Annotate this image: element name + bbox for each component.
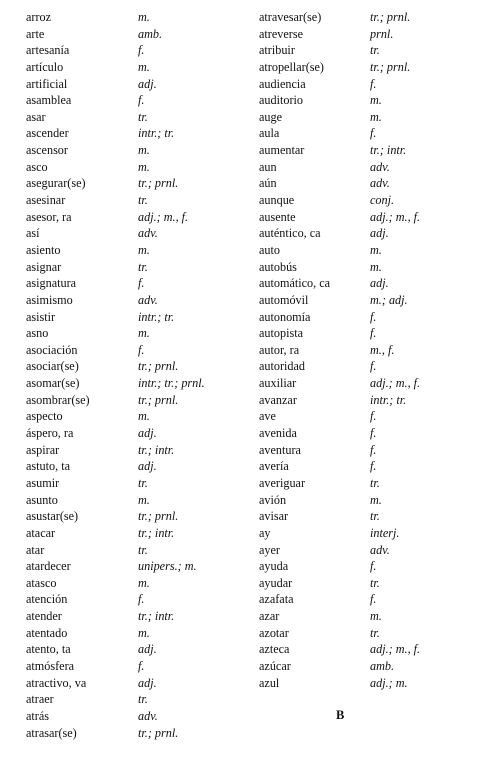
entry-grammar-category: f. [138, 658, 145, 673]
entry-word: automático, ca [259, 276, 331, 291]
entry-word: atraer [26, 692, 54, 707]
entry-grammar-category: tr.; prnl. [138, 392, 179, 407]
entry-word: artesanía [26, 43, 70, 58]
entry-word: atmósfera [26, 658, 75, 673]
entry-word: asustar(se) [26, 509, 79, 524]
entry-grammar-category: f. [138, 93, 145, 108]
entry-grammar-category: adj. [138, 675, 157, 690]
entry-grammar-category: adv. [370, 159, 390, 174]
entry-word: avenida [259, 426, 297, 441]
entry-word: asesinar [26, 193, 66, 208]
entry-word: asimismo [26, 292, 73, 307]
entry-grammar-category: intr.; tr. [138, 309, 175, 324]
entry-grammar-category: tr.; prnl. [138, 359, 179, 374]
entry-word: asociar(se) [26, 359, 79, 374]
entry-word: asco [26, 159, 48, 174]
entry-word: arroz [26, 10, 52, 24]
entry-word: atender [26, 609, 62, 624]
entry-grammar-category: interj. [370, 525, 400, 540]
entry-grammar-category: f. [370, 442, 377, 457]
entry-word: asar [26, 109, 46, 124]
entry-word: atención [26, 592, 68, 607]
entry-word: aunque [259, 193, 295, 208]
entry-grammar-category: m. [138, 492, 150, 507]
entry-grammar-category: adj. [138, 76, 157, 91]
entry-word: auténtico, ca [259, 226, 321, 241]
entry-grammar-category: tr.; prnl. [138, 725, 179, 740]
entry-grammar-category: amb. [138, 26, 163, 41]
entry-grammar-category: tr. [370, 625, 380, 640]
entry-word: atentado [26, 625, 68, 640]
entry-word: azteca [259, 642, 290, 657]
entry-word: autor, ra [259, 342, 300, 357]
entry-word: azafata [259, 592, 294, 607]
entry-grammar-category: f. [370, 126, 377, 141]
entry-grammar-category: m. [138, 10, 150, 24]
entry-grammar-category: conj. [370, 193, 395, 208]
entry-word: atar [26, 542, 45, 557]
entry-word: avisar [259, 509, 289, 524]
entry-word: audiencia [259, 76, 306, 91]
entry-grammar-category: adv. [370, 176, 390, 191]
entry-word: auto [259, 242, 280, 257]
entry-grammar-category: m. [370, 93, 382, 108]
entry-grammar-category: f. [370, 409, 377, 424]
entry-word: ascender [26, 126, 69, 141]
entry-word: atreverse [259, 26, 303, 41]
entry-word: asunto [26, 492, 58, 507]
entry-grammar-category: m. [138, 59, 150, 74]
entry-grammar-category: m. [138, 326, 150, 341]
entry-grammar-category: f. [370, 76, 377, 91]
entry-grammar-category: tr.; prnl. [370, 59, 411, 74]
entry-word: asesor, ra [26, 209, 72, 224]
entry-grammar-category: m. [138, 159, 150, 174]
entry-word: atacar [26, 525, 56, 540]
entry-word: ascensor [26, 143, 68, 158]
entry-word: asiento [26, 242, 61, 257]
section-letter-heading: B [336, 708, 345, 722]
entry-word: ausente [259, 209, 296, 224]
entry-word: asociación [26, 342, 78, 357]
entry-word: azotar [259, 625, 289, 640]
entry-word: ayer [259, 542, 280, 557]
entry-grammar-category: m.; adj. [370, 292, 408, 307]
entry-grammar-category: adj. [138, 459, 157, 474]
entry-grammar-category: tr.; intr. [138, 442, 175, 457]
entry-grammar-category: f. [370, 326, 377, 341]
entry-grammar-category: m. [370, 609, 382, 624]
entry-grammar-category: adj.; m., f. [138, 209, 189, 224]
entry-grammar-category: m. [370, 109, 382, 124]
entry-word: auge [259, 109, 283, 124]
entry-grammar-category: adj.; m., f. [370, 376, 421, 391]
entry-word: aventura [259, 442, 301, 457]
entry-grammar-category: f. [370, 459, 377, 474]
entry-word: atasco [26, 575, 57, 590]
entry-grammar-category: m. [138, 575, 150, 590]
entry-grammar-category: adj. [138, 642, 157, 657]
entry-word: atrasar(se) [26, 725, 77, 740]
entry-word: aun [259, 159, 277, 174]
entry-grammar-category: tr. [138, 193, 148, 208]
entry-grammar-category: tr.; intr. [138, 609, 175, 624]
entry-word: avanzar [259, 392, 297, 407]
entry-grammar-category: tr. [138, 259, 148, 274]
entry-grammar-category: intr.; tr. [138, 126, 175, 141]
entry-grammar-category: m. [138, 409, 150, 424]
entry-grammar-category: adj. [370, 276, 389, 291]
entry-grammar-category: adj.; m., f. [370, 209, 421, 224]
entry-word: ayudar [259, 575, 293, 590]
entry-grammar-category: adv. [370, 542, 390, 557]
entry-word: ayuda [259, 559, 289, 574]
entry-grammar-category: f. [370, 559, 377, 574]
entry-word: asistir [26, 309, 56, 324]
entry-word: atractivo, va [26, 675, 87, 690]
entry-grammar-category: m. [370, 492, 382, 507]
entry-word: asegurar(se) [26, 176, 86, 191]
entry-grammar-category: adv. [138, 708, 158, 723]
entry-grammar-category: f. [370, 309, 377, 324]
entry-grammar-category: tr. [370, 475, 380, 490]
entry-word: avería [259, 459, 289, 474]
entry-grammar-category: unipers.; m. [138, 559, 197, 574]
entry-grammar-category: prnl. [370, 26, 394, 41]
entry-word: autoridad [259, 359, 306, 374]
entry-grammar-category: tr. [370, 509, 380, 524]
entry-word: asno [26, 326, 49, 341]
entry-grammar-category: m., f. [370, 342, 395, 357]
entry-grammar-category: adv. [138, 226, 158, 241]
entry-grammar-category: tr.; intr. [138, 525, 175, 540]
entry-word: azúcar [259, 658, 291, 673]
entry-word: atribuir [259, 43, 295, 58]
entry-word: atrás [26, 708, 50, 723]
entry-grammar-category: amb. [370, 658, 395, 673]
entry-word: autobús [259, 259, 297, 274]
entry-word: arte [26, 26, 45, 41]
entry-grammar-category: f. [138, 43, 145, 58]
entry-grammar-category: f. [138, 342, 145, 357]
entry-grammar-category: intr.; tr.; prnl. [138, 376, 205, 391]
entry-grammar-category: m. [138, 143, 150, 158]
entry-grammar-category: adj.; m., f. [370, 642, 421, 657]
entry-word: artículo [26, 59, 64, 74]
entry-word: automóvil [259, 292, 309, 307]
entry-grammar-category: m. [370, 242, 382, 257]
entry-grammar-category: m. [370, 259, 382, 274]
entry-word: asignar [26, 259, 62, 274]
entry-grammar-category: tr. [138, 475, 148, 490]
entry-grammar-category: intr.; tr. [370, 392, 407, 407]
entry-grammar-category: tr.; prnl. [138, 509, 179, 524]
entry-grammar-category: tr. [138, 542, 148, 557]
entry-word: asumir [26, 475, 60, 490]
entry-grammar-category: tr.; intr. [370, 143, 407, 158]
entry-word: aspirar [26, 442, 60, 457]
entry-grammar-category: tr. [138, 109, 148, 124]
entry-grammar-category: adj.; m. [370, 675, 408, 690]
entry-grammar-category: tr. [138, 692, 148, 707]
entry-grammar-category: adv. [138, 292, 158, 307]
entry-grammar-category: m. [138, 625, 150, 640]
entry-grammar-category: f. [138, 592, 145, 607]
entry-word: así [26, 226, 40, 241]
entry-word: atropellar(se) [259, 59, 324, 74]
entry-word: ay [259, 525, 271, 540]
entry-grammar-category: f. [370, 426, 377, 441]
entry-grammar-category: tr.; prnl. [138, 176, 179, 191]
entry-word: asombrar(se) [26, 392, 90, 407]
entry-word: auxiliar [259, 376, 297, 391]
entry-word: artificial [26, 76, 68, 91]
entry-word: astuto, ta [26, 459, 71, 474]
entry-word: ave [259, 409, 276, 424]
entry-grammar-category: tr.; prnl. [370, 10, 411, 24]
entry-grammar-category: m. [138, 242, 150, 257]
entry-word: auditorio [259, 93, 304, 108]
entry-grammar-category: f. [370, 359, 377, 374]
entry-grammar-category: f. [370, 592, 377, 607]
entry-word: autopista [259, 326, 304, 341]
entry-grammar-category: adj. [370, 226, 389, 241]
entry-word: azar [259, 609, 280, 624]
entry-word: áspero, ra [26, 426, 74, 441]
entry-word: asamblea [26, 93, 72, 108]
entry-word: autonomía [259, 309, 311, 324]
entry-word: asomar(se) [26, 376, 80, 391]
entry-word: aún [259, 176, 277, 191]
entry-word: avión [259, 492, 287, 507]
entry-grammar-category: tr. [370, 43, 380, 58]
entry-grammar-category: tr. [370, 575, 380, 590]
entry-word: aspecto [26, 409, 63, 424]
entry-word: atento, ta [26, 642, 71, 657]
entry-word: averiguar [259, 475, 306, 490]
entry-word: atravesar(se) [259, 10, 322, 24]
entry-word: aula [259, 126, 280, 141]
entry-word: aumentar [259, 143, 305, 158]
entry-grammar-category: f. [138, 276, 145, 291]
entry-word: azul [259, 675, 280, 690]
entry-word: atardecer [26, 559, 71, 574]
entry-grammar-category: adj. [138, 426, 157, 441]
entry-word: asignatura [26, 276, 77, 291]
